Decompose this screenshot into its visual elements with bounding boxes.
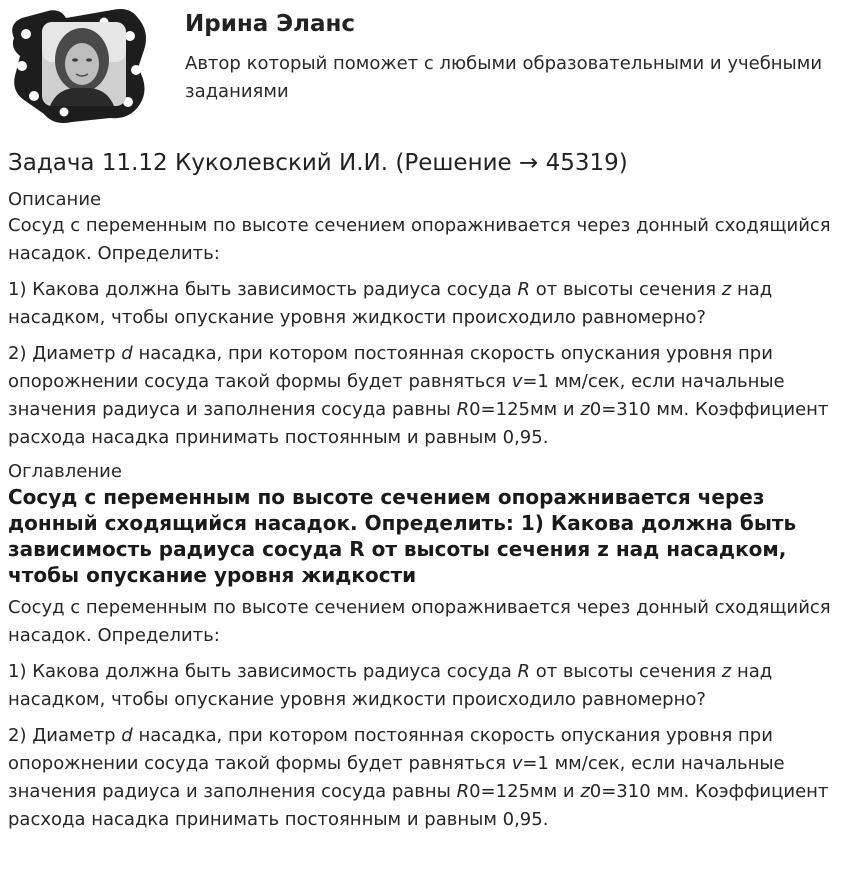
toc-intro: Сосуд с переменным по высоте сечением опоражнивается через донный сходящийся насадок. Определить: xyxy=(8,597,831,646)
text-segment: 1) Какова должна быть зависимость радиуса сосуда xyxy=(8,279,518,300)
toc-question-2 xyxy=(8,722,840,834)
description-question-1 xyxy=(8,276,840,332)
text-segment: 0=125мм и xyxy=(469,781,581,802)
text-segment: =1 мм/сек, если начальные значения радиуса и заполнения сосуда равны xyxy=(8,753,785,802)
variable-r: R xyxy=(456,399,470,420)
text-segment: 2) Диаметр xyxy=(8,725,122,746)
variable-d: d xyxy=(121,725,133,746)
toc-question-1 xyxy=(8,658,840,714)
main-content xyxy=(8,146,840,842)
text-segment: =1 мм/сек, если начальные значения радиуса и заполнения сосуда равны xyxy=(8,371,785,420)
text-segment: насадка, при котором постоянная скорость опускания уровня при опорожнении сосуда такой формы будет равняться xyxy=(8,725,773,774)
text-segment: 0=125мм и xyxy=(469,399,581,420)
author-block xyxy=(0,0,847,135)
variable-r: R xyxy=(456,781,470,802)
variable-r: R xyxy=(517,279,530,300)
variable-z: z xyxy=(721,279,732,300)
variable-v: v xyxy=(511,371,523,392)
variable-v: v xyxy=(511,753,523,774)
text-segment: над насадком, чтобы опускание уровня жидкости происходило равномерно? xyxy=(8,661,773,710)
variable-z: z xyxy=(580,781,590,802)
author-avatar xyxy=(8,8,153,126)
task-title: Задача 11.12 Куколевский И.И. (Решение → 45319) xyxy=(8,150,628,176)
toc-heading: Сосуд с переменным по высоте сечением опоражнивается через донный сходящийся насадок. Определить: 1) Какова должна быть зависимость радиуса сосуда R от высоты сечения z над насадком, чтобы опускание уровня жидкости xyxy=(8,485,797,587)
description-question-2 xyxy=(8,340,840,452)
text-segment: 0=310 мм. Коэффициент расхода насадка принимать постоянным и равным 0,95. xyxy=(8,781,829,830)
text-segment: над насадком, чтобы опускание уровня жидкости происходило равномерно? xyxy=(8,279,773,328)
text-segment: 0=310 мм. Коэффициент расхода насадка принимать постоянным и равным 0,95. xyxy=(8,399,829,448)
variable-z: z xyxy=(721,661,732,682)
author-description: Автор который поможет с любыми образовательными и учебными заданиями xyxy=(185,53,823,102)
variable-r: R xyxy=(517,661,530,682)
text-segment: насадка, при котором постоянная скорость опускания уровня при опорожнении сосуда такой формы будет равняться xyxy=(8,343,773,392)
text-segment: от высоты сечения xyxy=(529,661,722,682)
text-segment: 1) Какова должна быть зависимость радиуса сосуда xyxy=(8,661,518,682)
text-segment: 2) Диаметр xyxy=(8,343,122,364)
variable-d: d xyxy=(121,343,133,364)
description-intro: Сосуд с переменным по высоте сечением опоражнивается через донный сходящийся насадок. Определить: xyxy=(8,215,831,264)
variable-z: z xyxy=(580,399,590,420)
author-name[interactable]: Ирина Эланс xyxy=(185,11,356,37)
text-segment: от высоты сечения xyxy=(529,279,722,300)
description-label: Описание xyxy=(8,189,102,210)
toc-label: Оглавление xyxy=(8,461,122,482)
